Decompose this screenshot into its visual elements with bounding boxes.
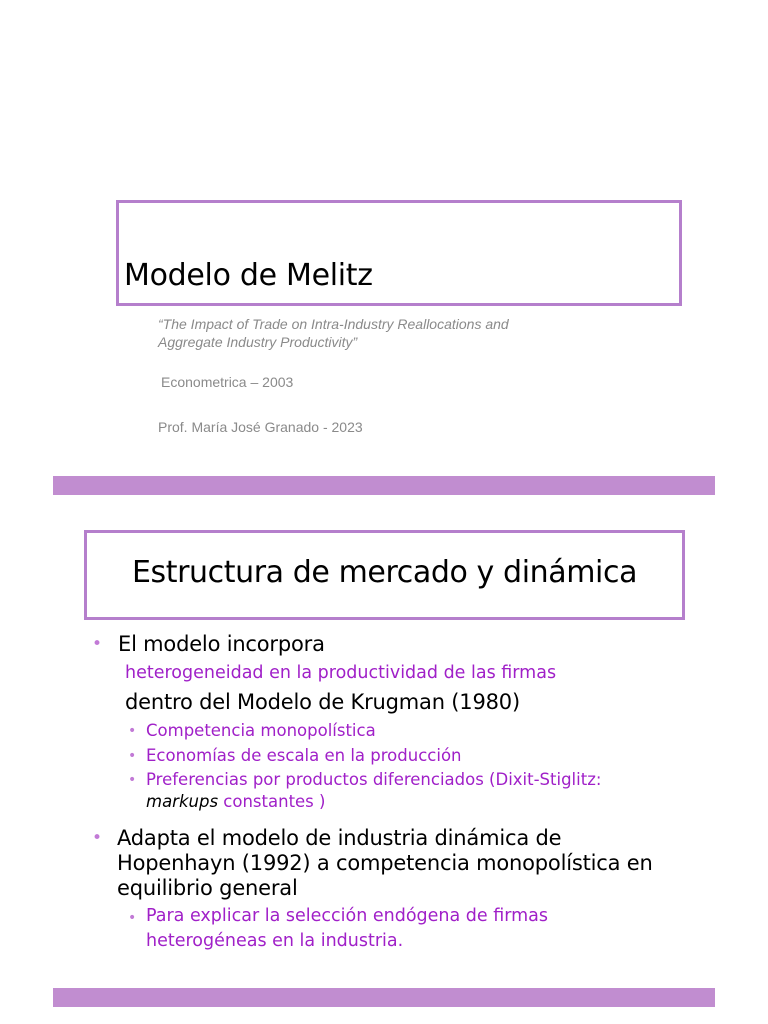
subtitle-line: Aggregate Industry Productivity” [158, 334, 358, 350]
bullet-text: equilibrio general [117, 876, 298, 900]
bullet-dot-icon: • [128, 748, 137, 764]
bullet-text: dentro del Modelo de Krugman (1980) [125, 690, 520, 714]
slide-divider-bar [53, 988, 715, 1007]
bullet-dot-icon: • [128, 723, 137, 739]
author-line: Prof. María José Granado - 2023 [158, 419, 363, 435]
bullet-dot-icon: • [128, 910, 137, 926]
journal-reference: Econometrica – 2003 [161, 374, 294, 390]
bullet-text: El modelo incorpora [118, 632, 325, 656]
bullet-text-highlight: heterogeneidad en la productividad de las firmas [125, 663, 557, 683]
sub-bullet-text: Preferencias por productos diferenciados (Dixit-Stiglitz: [146, 770, 602, 789]
bullet-dot-icon: • [92, 828, 103, 848]
italic-term: markups [146, 792, 219, 811]
paper-subtitle [158, 315, 618, 351]
bullet-text: Hopenhayn (1992) a competencia monopolística en [117, 851, 653, 875]
sub-bullet-text: heterogéneas en la industria. [146, 931, 404, 951]
sub-bullet-continuation [146, 792, 325, 811]
sub-bullet-text: constantes ) [218, 792, 326, 811]
bullet-text: Adapta el modelo de industria dinámica de [117, 826, 562, 850]
slide-heading: Estructura de mercado y dinámica [131, 555, 638, 590]
sub-bullet-text: Economías de escala en la producción [146, 746, 462, 765]
slide-title: Modelo de Melitz [124, 258, 373, 293]
subtitle-line: “The Impact of Trade on Intra-Industry Reallocations and [158, 316, 509, 332]
bullet-dot-icon: • [128, 772, 137, 788]
sub-bullet-text: Competencia monopolística [146, 721, 376, 740]
slide-divider-bar [53, 476, 715, 495]
sub-bullet-text: Para explicar la selección endógena de firmas [146, 906, 549, 926]
bullet-dot-icon: • [92, 634, 103, 654]
